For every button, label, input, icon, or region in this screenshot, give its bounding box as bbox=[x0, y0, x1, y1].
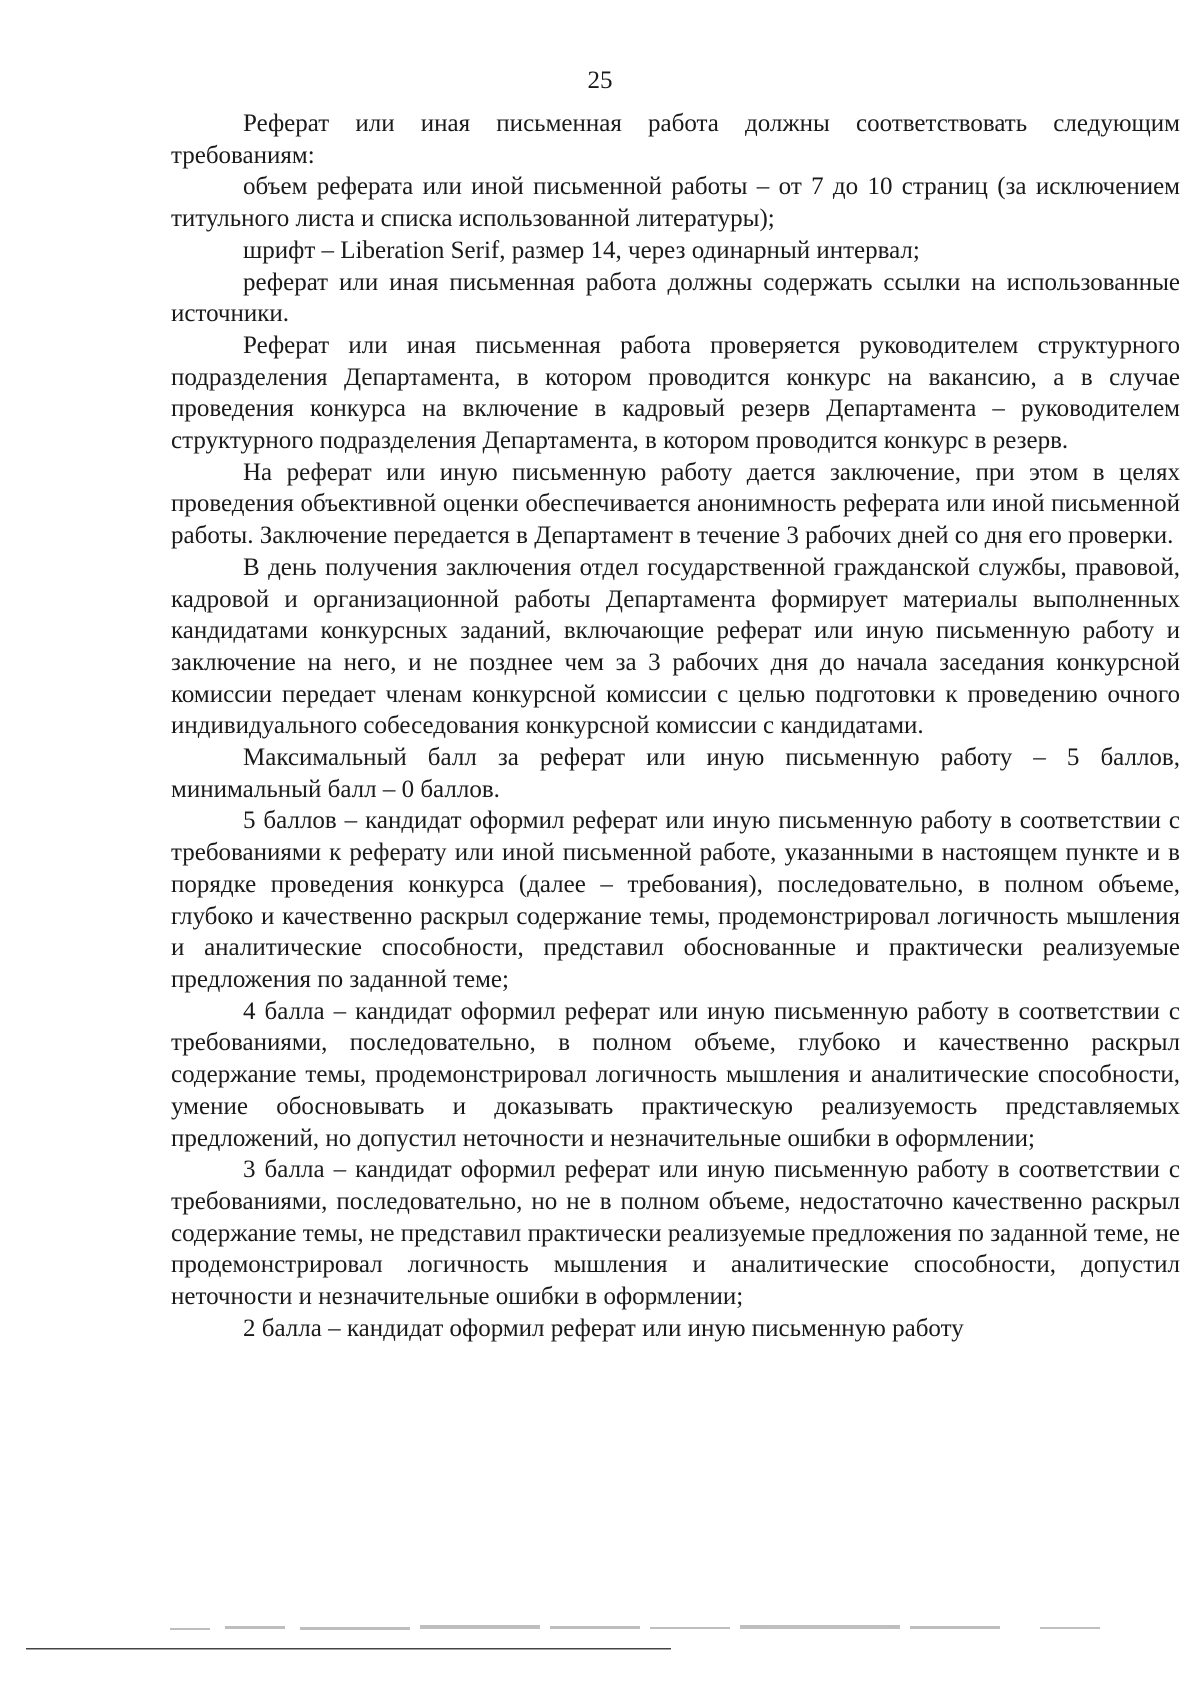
paragraph-requirements-intro: Реферат или иная письменная работа должны соответствовать следующим требованиям: bbox=[171, 110, 1180, 169]
page-number: 25 bbox=[587, 67, 613, 94]
paragraph-conclusion: На реферат или иную письменную работу дается заключение, при этом в целях проведения объективной оценки обеспечивается анонимность реферата или иной письменной работы. Заключение передается в Департамент в течение 3 рабочих дней со дня его проверки. bbox=[171, 458, 1180, 550]
paragraph-score-4: 4 балла – кандидат оформил реферат или иную письменную работу в соответствии с требованиями, последовательно, в полном объеме, глубоко и качественно раскрыл содержание темы, продемонстрировал логичность мышления и аналитические способности, умение обосновывать и доказывать практическую реализуемость представляемых предложений, но допустил неточности и незначительные ошибки в оформлении; bbox=[171, 997, 1180, 1152]
paragraph-references: реферат или иная письменная работа должны содержать ссылки на использованные источники. bbox=[171, 268, 1180, 328]
paragraph-score-2: 2 балла – кандидат оформил реферат или иную письменную работу bbox=[243, 1314, 964, 1342]
paragraph-max-score: Максимальный балл за реферат или иную письменную работу – 5 баллов, минимальный балл – 0 баллов. bbox=[171, 744, 1180, 803]
paragraph-review: Реферат или иная письменная работа проверяется руководителем структурного подразделения Департамента, в котором проводится конкурс на вакансию, а в случае проведения конкурса на включение в кадровый резерв Департамента – руководителем структурного подразделения Департамента, в котором проводится конкурс в резерв. bbox=[171, 331, 1180, 455]
paragraph-volume: объем реферата или иной письменной работы – от 7 до 10 страниц (за исключением титульного листа и списка использованной литературы); bbox=[171, 173, 1180, 233]
scan-artifact-marks bbox=[0, 1620, 1200, 1660]
paragraph-score-5: 5 баллов – кандидат оформил реферат или иную письменную работу в соответствии с требованиями к реферату или иной письменной работе, указанными в настоящем пункте и в порядке проведения конкурса (далее – требования), последовательно, в полном объеме, глубоко и качественно раскрыл содержание темы, продемонстрировал логичность мышления и аналитические способности, представил обоснованные и практически реализуемые предложения по заданной теме; bbox=[171, 807, 1180, 993]
paragraph-font: шрифт – Liberation Serif, размер 14, через одинарный интервал; bbox=[243, 236, 920, 264]
paragraph-score-3: 3 балла – кандидат оформил реферат или иную письменную работу в соответствии с требованиями, последовательно, но не в полном объеме, недостаточно качественно раскрыл содержание темы, не представил практически реализуемые предложения по заданной теме, не продемонстрировал логичность мышления и аналитические способности, допустил неточности и незначительные ошибки в оформлении; bbox=[171, 1156, 1180, 1311]
paragraph-materials: В день получения заключения отдел государственной гражданской службы, правовой, кадровой и организационной работы Департамента формирует материалы выполненных кандидатами конкурсных заданий, включающие реферат или иную письменную работу и заключение на него, и не позднее чем за 3 рабочих дня до начала заседания конкурсной комиссии передает членам конкурсной комиссии с целью подготовки к проведению очного индивидуального собеседования конкурсной комиссии с кандидатами. bbox=[171, 553, 1180, 740]
document-body bbox=[171, 108, 1180, 1344]
